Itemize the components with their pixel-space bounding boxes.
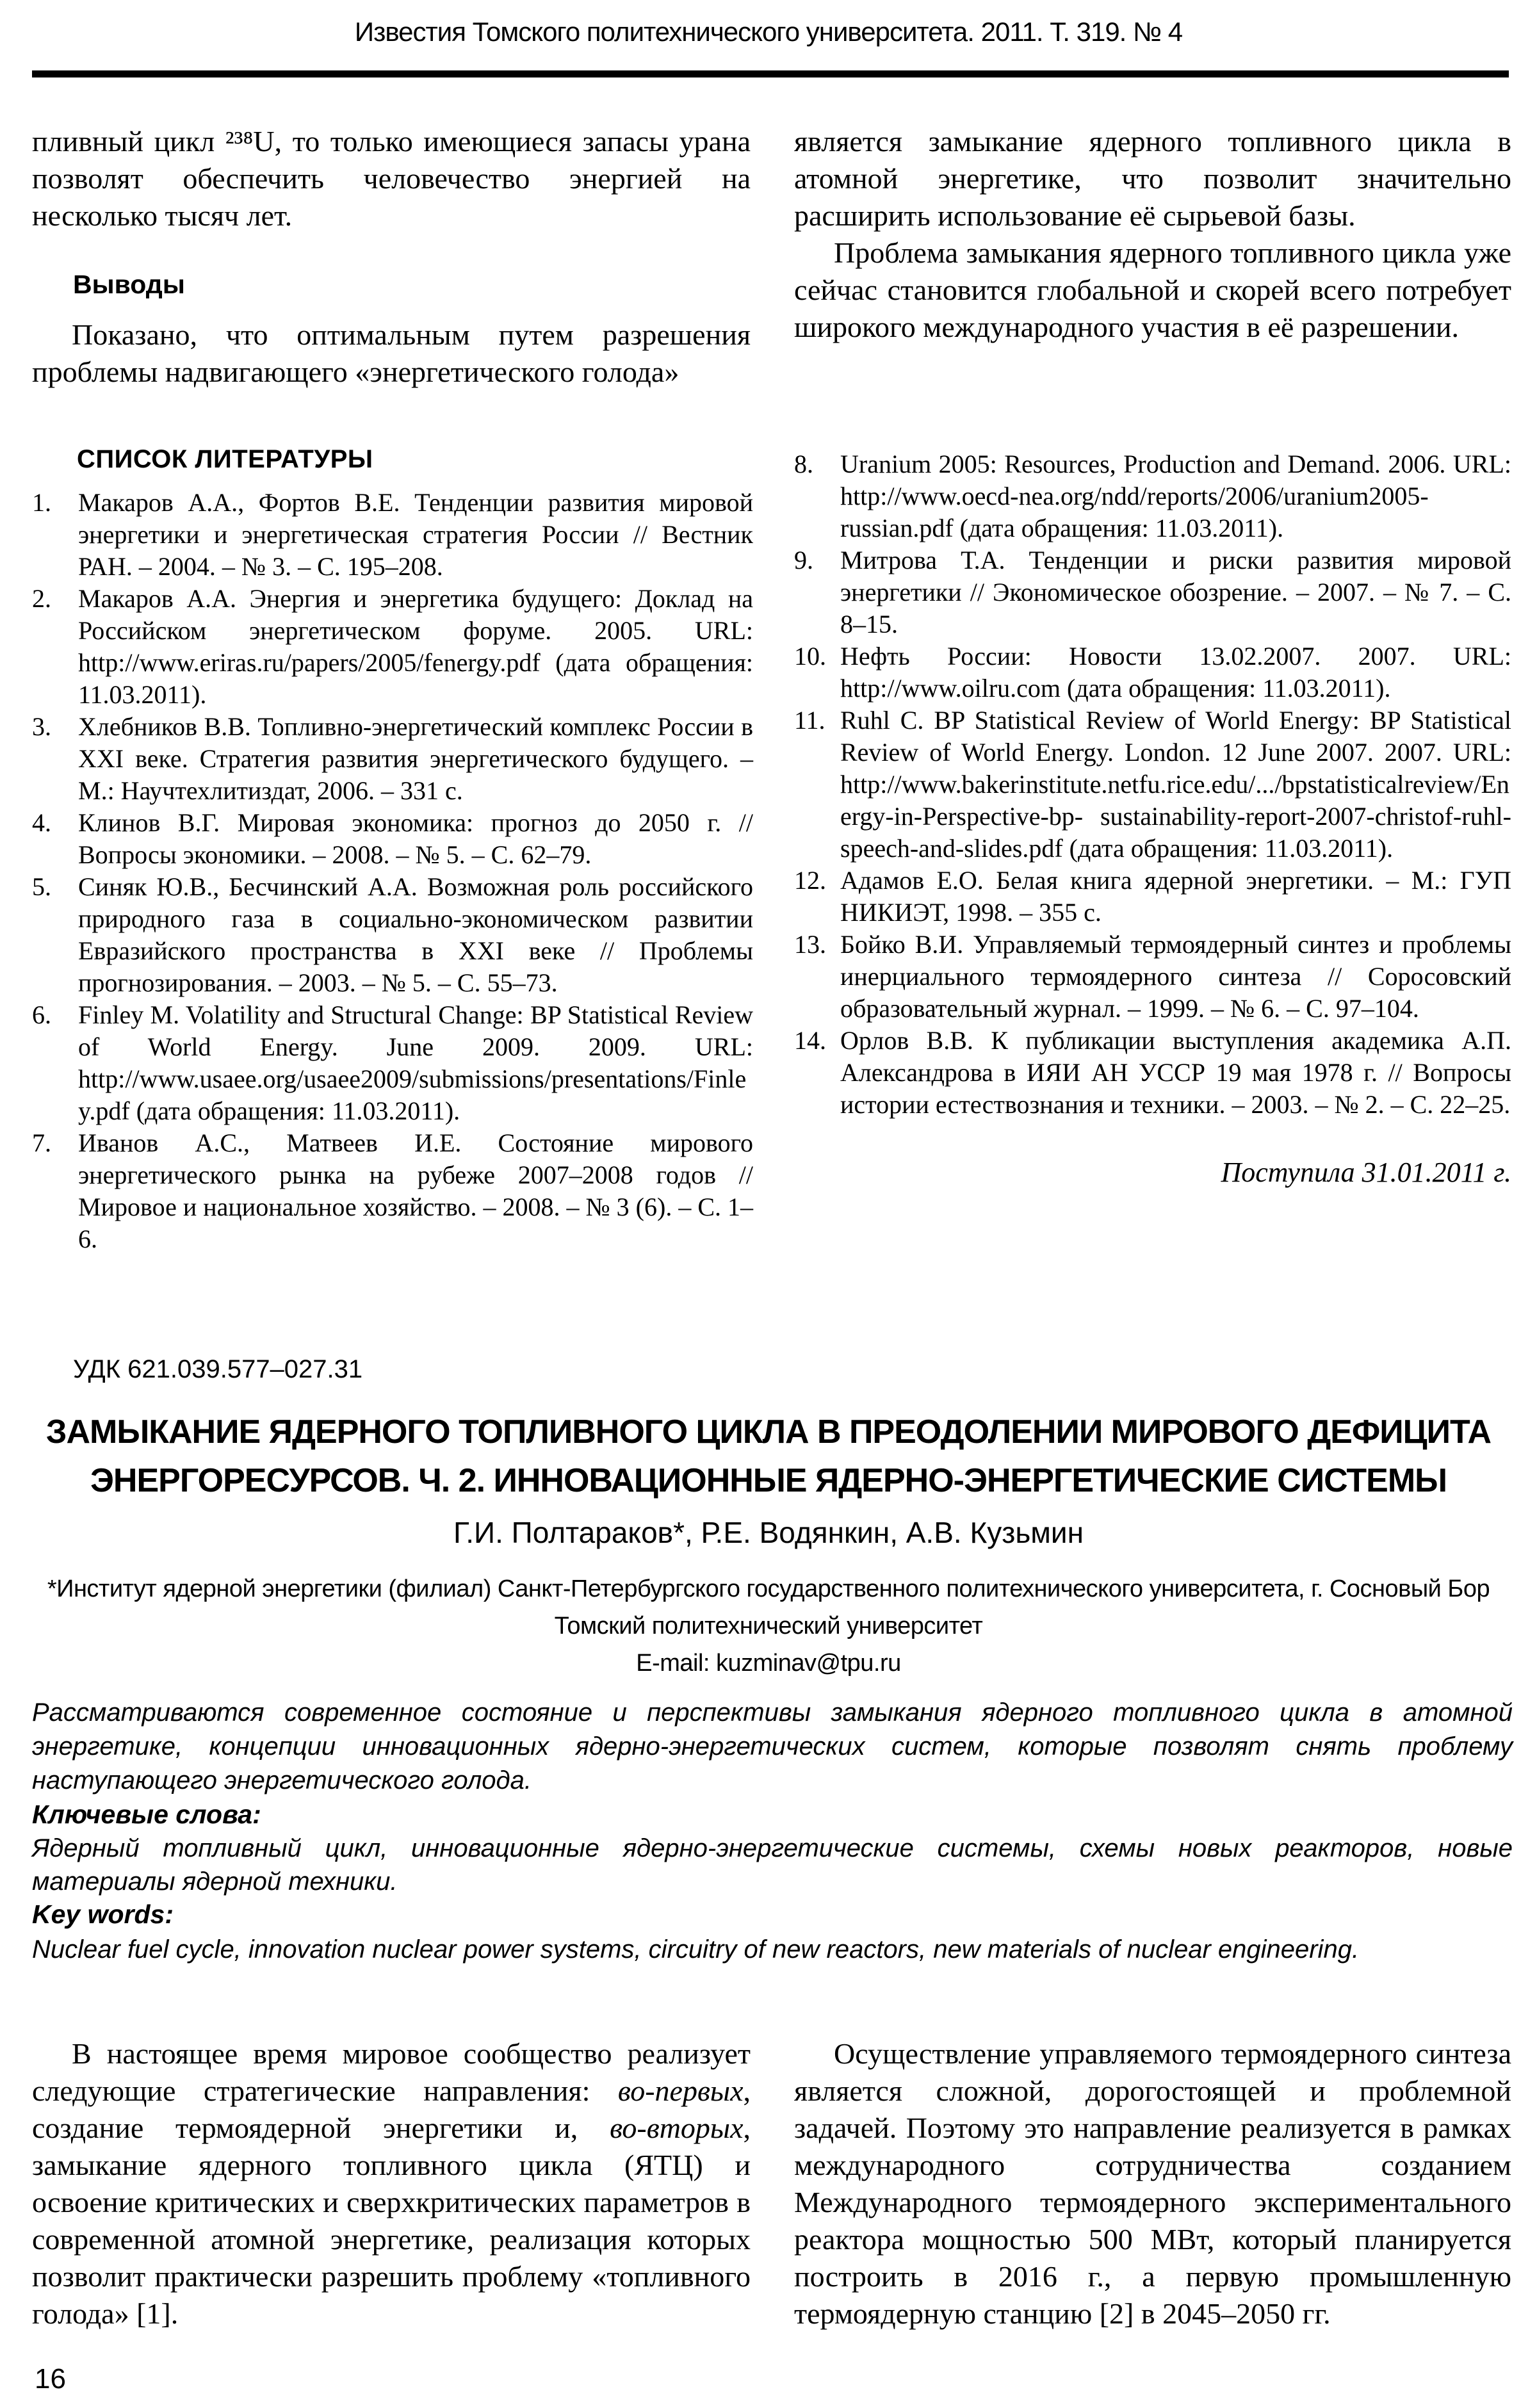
reference-item [794, 704, 1511, 865]
reference-text: Ruhl C. BP Statistical Review of World Energy: BP Statistical Review of World Energy. London. 12 June 2007. 2007. URL: http://www.bakerinstitute.netfu.rice.edu/.../bpstatisticalreview/Energy-in-Perspective-bp- sustainability-report-2007-christof-ruhl-speech-and-slides.pdf (дата обращения: 11.03.2011). [840, 706, 1511, 863]
reference-number: 7. [32, 1128, 51, 1157]
reference-text: Адамов Е.О. Белая книга ядерной энергетики. – М.: ГУП НИКИЭТ, 1998. – 355 с. [840, 866, 1511, 927]
reference-text: Макаров А.А., Фортов В.Е. Тенденции развития мировой энергетики и энергетическая стратегия России // Вестник РАН. – 2004. – № 3. – С. 195–208. [78, 488, 753, 581]
article-title-line-1: ЗАМЫКАНИЕ ЯДЕРНОГО ТОПЛИВНОГО ЦИКЛА В ПРЕОДОЛЕНИИ МИРОВОГО ДЕФИЦИТА [45, 1413, 1492, 1451]
received-date-line: Поступила 31.01.2011 г. [1221, 1157, 1511, 1188]
reference-text: Бойко В.И. Управляемый термоядерный синтез и проблемы инерциального термоядерного синтеза // Соросовский образовательный журнал. – 1999. – № 6. – С. 97–104. [840, 930, 1511, 1023]
reference-number: 11. [794, 706, 825, 735]
references-heading: СПИСОК ЛИТЕРАТУРЫ [77, 445, 373, 473]
article-abstract: Рассматриваются современное состояние и перспективы замыкания ядерного топливного цикла в атомной энергетике, концепции инновационных ядерно-энергетических систем, которые позволят снять проблему наступающего энергетического голода. [32, 1698, 1513, 1794]
header-rule [32, 70, 1509, 77]
page-number: 16 [35, 2363, 66, 2395]
email-line: E-mail: kuzminav@tpu.ru [636, 1650, 901, 1677]
reference-number: 14. [794, 1026, 826, 1055]
reference-item [32, 1127, 753, 1255]
keywords-text: Ядерный топливный цикл, инновационные ядерно-энергетические системы, схемы новых реакторов, новые материалы ядерной техники. [32, 1834, 1513, 1896]
reference-item [32, 999, 753, 1127]
reference-number: 9. [794, 546, 813, 574]
right-column-top [794, 123, 1511, 346]
reference-number: 2. [32, 584, 51, 613]
reference-text: Иванов А.С., Матвеев И.Е. Состояние мирового энергетического рынка на рубеже 2007–2008 годов // Мировое и национальное хозяйство. – 2008. – № 3 (6). – С. 1–6. [78, 1128, 753, 1253]
reference-list-right [794, 448, 1511, 1121]
reference-text: Хлебников В.В. Топливно-энергетический комплекс России в XXI веке. Стратегия развития энергетического будущего. – М.: Научтехлитиздат, 2006. – 331 с. [78, 712, 753, 805]
reference-number: 13. [794, 930, 826, 959]
reference-item [794, 1025, 1511, 1121]
left-column-continuation-paragraph: пливный цикл ²³⁸U, то только имеющиеся запасы урана позволят обеспечить человечество энергией на несколько тысяч лет. [32, 125, 751, 232]
reference-item [794, 640, 1511, 704]
paragraph: Проблема замыкания ядерного топливного цикла уже сейчас становится глобальной и скорей всего потребует широкого международного участия в её разрешении. [794, 236, 1511, 343]
reference-item [32, 807, 753, 871]
reference-item [32, 487, 753, 583]
reference-text: Finley M. Volatility and Structural Change: BP Statistical Review of World Energy. June 2009. 2009. URL: http://www.usaee.org/usaee2009/submissions/presentations/Finley.pdf (дата обращения: 11.03.2011). [78, 1000, 753, 1125]
article-body-left-paragraph: В настоящее время мировое сообщество реализует следующие стратегические направления: во-первых, создание термоядерной энергетики и, во-вторых, замыкание ядерного топливного цикла (ЯТЦ) и освоение критических и сверхкритических параметров в современной атомной энергетике, реализация которых позволит практически разрешить проблему «топливного голода» [1]. [32, 2037, 751, 2330]
reference-item [32, 871, 753, 999]
reference-text: Uranium 2005: Resources, Production and Demand. 2006. URL: http://www.oecd-nea.org/ndd/reports/2006/uranium2005-russian.pdf (дата обращения: 11.03.2011). [840, 450, 1511, 542]
article-affiliation [0, 1570, 1537, 1682]
paragraph: является замыкание ядерного топливного цикла в атомной энергетике, что позволит значительно расширить использование её сырьевой базы. [794, 125, 1511, 232]
reference-text: Клинов В.Г. Мировая экономика: прогноз до 2050 г. // Вопросы экономики. – 2008. – № 5. – С. 62–79. [78, 808, 753, 869]
affiliation-line-2: Томский политехнический университет [554, 1613, 983, 1639]
reference-number: 1. [32, 488, 51, 517]
reference-list-left [32, 487, 753, 1255]
journal-header-line: Известия Томского политехнического университета. 2011. Т. 319. № 4 [354, 17, 1183, 47]
reference-number: 3. [32, 712, 51, 741]
reference-number: 6. [32, 1000, 51, 1029]
article-body-right-paragraph: Осуществление управляемого термоядерного синтеза является сложной, дорогостоящей и проблемной задачей. Поэтому это направление реализуется в рамках международного сотрудничества созданием Международного термоядерного экспериментального реактора мощностью 500 МВт, который планируется построить в 2016 г., а первую промышленную термоядерную станцию [2] в 2045–2050 гг. [794, 2037, 1511, 2330]
reference-text: Макаров А.А. Энергия и энергетика будущего: Доклад на Российском энергетическом форуме. 2005. URL: http://www.eriras.ru/papers/2005/fenergy.pdf (дата обращения: 11.03.2011). [78, 584, 753, 709]
reference-number: 5. [32, 872, 51, 901]
reference-text: Митрова Т.А. Тенденции и риски развития мировой энергетики // Экономическое обозрение. – 2007. – № 7. – С. 8–15. [840, 546, 1511, 639]
keywords-en-label: Key words: [32, 1900, 174, 1929]
reference-item [32, 711, 753, 807]
reference-number: 10. [794, 642, 826, 671]
reference-number: 4. [32, 808, 51, 837]
affiliation-line-1: *Институт ядерной энергетики (филиал) Санкт-Петербургского государственного политехнического университета, г. Сосновый Бор [47, 1575, 1490, 1602]
reference-number: 8. [794, 450, 813, 478]
article-title [35, 1408, 1502, 1505]
reference-text: Нефть России: Новости 13.02.2007. 2007. URL: http://www.oilru.com (дата обращения: 11.03.2011). [840, 642, 1511, 703]
reference-item [32, 583, 753, 711]
keywords-label: Ключевые слова: [32, 1800, 261, 1829]
article-title-line-2: ЭНЕРГОРЕСУРСОВ. Ч. 2. ИННОВАЦИОННЫЕ ЯДЕРНО-ЭНЕРГЕТИЧЕСКИЕ СИСТЕМЫ [90, 1462, 1447, 1499]
conclusions-paragraph: Показано, что оптимальным путем разрешения проблемы надвигающего «энергетического голода» [32, 318, 751, 388]
reference-item [794, 448, 1511, 544]
reference-item [794, 865, 1511, 929]
reference-item [794, 929, 1511, 1025]
conclusions-heading: Выводы [73, 270, 185, 299]
keywords-en-text: Nuclear fuel cycle, innovation nuclear power systems, circuitry of new reactors, new materials of nuclear engineering. [32, 1935, 1360, 1964]
reference-text: Орлов В.В. К публикации выступления академика А.П. Александрова в ИЯИ АН УССР 19 мая 1978 г. // Вопросы истории естествознания и техники. – 2003. – № 2. – С. 22–25. [840, 1026, 1511, 1119]
reference-text: Синяк Ю.В., Бесчинский А.А. Возможная роль российского природного газа в социально-экономическом развитии Евразийского пространства в XXI веке // Проблемы прогнозирования. – 2003. – № 5. – С. 55–73. [78, 872, 753, 997]
reference-item [794, 544, 1511, 640]
reference-number: 12. [794, 866, 826, 895]
udk-code: УДК 621.039.577–027.31 [73, 1355, 363, 1383]
article-authors: Г.И. Полтараков*, Р.Е. Водянкин, А.В. Кузьмин [453, 1516, 1084, 1549]
